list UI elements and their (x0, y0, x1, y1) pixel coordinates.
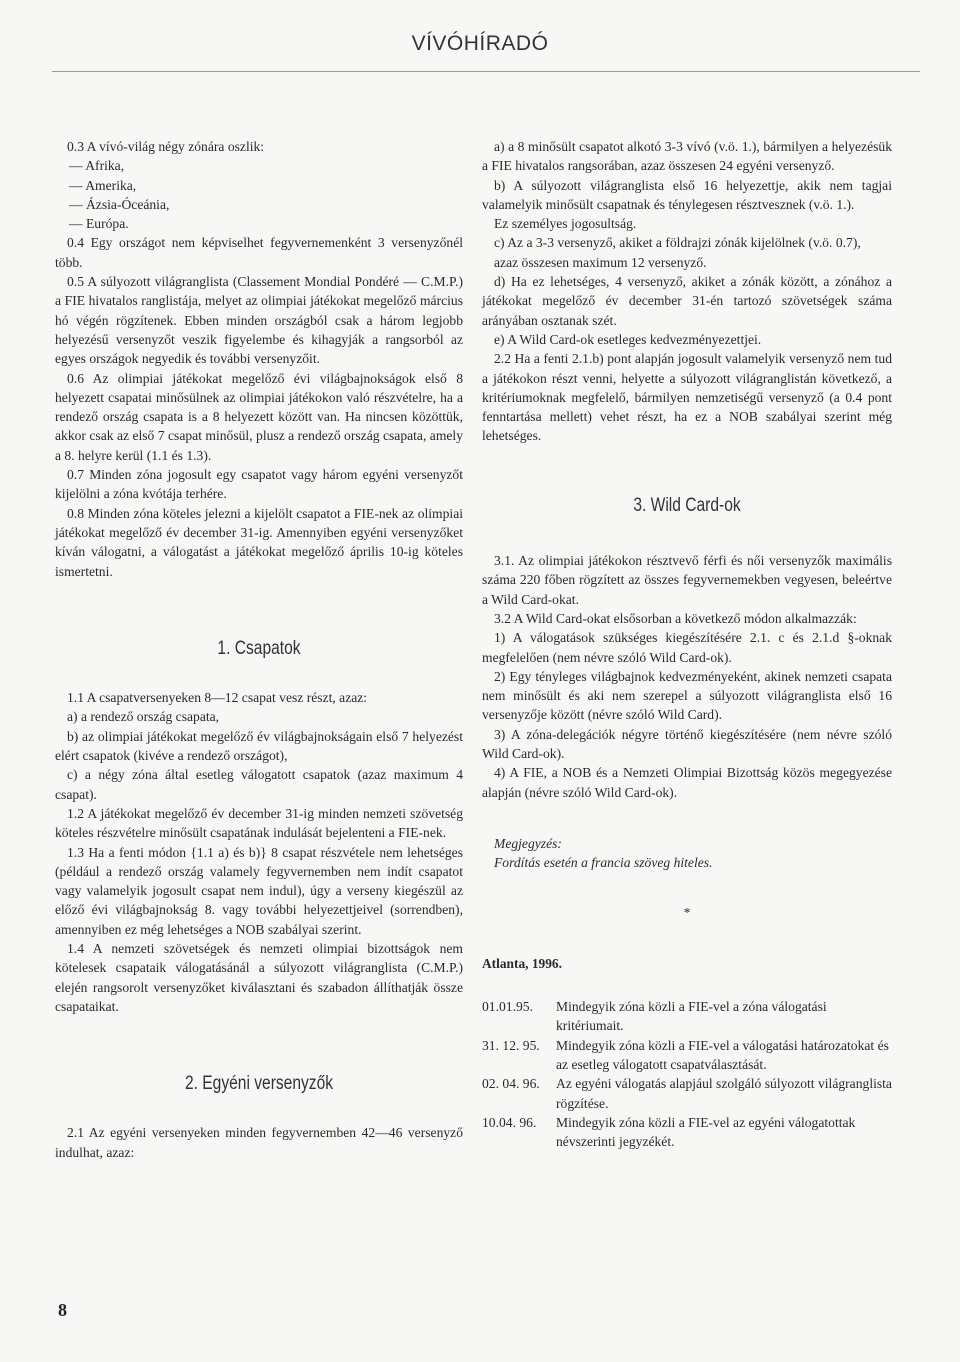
schedule-date: 31. 12. 95. (482, 1037, 540, 1053)
paragraph-1-1: 1.1 A csapatversenyeken 8—12 csapat vesz részt, azaz: (67, 690, 368, 706)
zone-list-item: — Európa. (69, 216, 129, 232)
wild-card-item-1: 1) A válogatások szükséges kiegészítésére 2.1. c és 2.1.d §-oknak megfelelően (nem névre szóló Wild Card-ok). (482, 630, 892, 665)
paragraph-1-2: 1.2 A játékokat megelőző év december 31-ig minden nemzeti szövetség köteles részvételre minősült csapatának indulását bejelenteni a FIE-nek. (55, 805, 463, 841)
paragraph-2-1-b-note: Ez személyes jogosultság. (494, 216, 637, 232)
paragraph-3-1: 3.1. Az olimpiai játékokon résztvevő férfi és női versenyzők maximális száma 220 főben rögzített az összes fegyvernemekben vegyesen, beleértve a Wild Card-okat. (482, 553, 892, 607)
schedule-row (482, 1036, 892, 1075)
schedule-date: 01.01.95. (482, 999, 533, 1015)
paragraph-2-1-a: a) a 8 minősült csapatot alkotó 3-3 vívó (v.ö. 1.), bármilyen a helyezésük a FIE hivatalos rangsorában, azaz összesen 24 egyéni versenyző. (482, 139, 892, 174)
paragraph-2-1-e: e) A Wild Card-ok esetleges kedvezményezettjei. (494, 331, 762, 347)
schedule-text: Mindegyik zóna közli a FIE-vel az egyéni válogatottak névszerinti jegyzékét. (556, 1114, 856, 1150)
paragraph-2-1-d: d) Ha ez lehetséges, 4 versenyző, akiket a zónák között, a zónához a játékokat megelőző év december 31-én tartozó szövetségek száma arányában osztanak szét. (482, 274, 892, 328)
schedule-row (482, 997, 892, 1036)
paragraph-2-1: 2.1 Az egyéni versenyeken minden fegyvernemben 42—46 versenyző indulhat, azaz: (55, 1125, 463, 1160)
schedule-date: 10.04. 96. (482, 1114, 537, 1130)
right-column (482, 137, 892, 1151)
note-text: Fordítás esetén a francia szöveg hiteles. (494, 855, 713, 871)
paragraph-0-3: 0.3 A vívó-világ négy zónára oszlik: (67, 139, 265, 154)
paragraph-2-2: 2.2 Ha a fenti 2.1.b) pont alapján jogosult valamelyik versenyző nem tud a játékokon részt venni, helyette a súlyozott világranglistán következő, a kritériumoknak megfelelő, bármilyen nemzetiségű versenyző (a 0.4 pont fenntartása mellett) vehet részt, ha ez a NOB szabályai szerint még lehetséges. (482, 351, 892, 444)
section-heading-individuals: 2. Egyéni versenyzők (184, 1073, 334, 1095)
paragraph-2-1-c-note: azaz összesen maximum 12 versenyző. (494, 254, 707, 270)
paragraph-1-1-c: c) a négy zóna által esetleg válogatott csapatok (azaz maximum 4 csapat). (55, 767, 463, 802)
paragraph-1-1-a: a) a rendező ország csapata, (67, 709, 220, 725)
schedule-date: 02. 04. 96. (482, 1076, 540, 1092)
note-title: Megjegyzés: (494, 835, 562, 851)
section-heading-teams: 1. Csapatok (217, 637, 301, 659)
paragraph-0-6: 0.6 Az olimpiai játékokat megelőző évi világbajnokságok első 8 helyezett csapatai minősülnek az olimpiai játékokon való részvételre, ha a rendező ország csapata is a 8 helyezett között van. Ha nincsen közöttük, akkor csak az első 7 csapat minősül, plusz a rendező ország csapata, amely a 8. helyre kerül (1.1 és 1.3). (55, 370, 463, 463)
wild-card-item-4: 4) A FIE, a NOB és a Nemzeti Olimpiai Bizottság közös megegyezése alapján (névre szóló Wild Card-ok). (482, 765, 892, 800)
left-column (55, 137, 463, 1162)
schedule-row (482, 1113, 892, 1152)
schedule-text: Mindegyik zóna közli a FIE-vel a válogatási határozatokat és az esetleg válogatott csapatválasztását. (556, 1037, 889, 1072)
schedule-text: Az egyéni válogatás alapjául szolgáló súlyozott világranglista rögzítése. (556, 1076, 892, 1111)
paragraph-1-3: 1.3 Ha a fenti módon {1.1 a) és b)} 8 csapat részvétele nem lehetséges (például a rendező ország valamely fegyvernemben nem indít csapatot vagy valamelyik jogosult csapat nem indul), úgy a verseny kiegészül az előző évi világbajnokság 8. vagy további helyezettjeivel (sorrendben), amennyiben ez még lehetséges a NOB szabályai szerint. (55, 844, 463, 937)
header-divider (52, 71, 920, 72)
atlanta-heading: Atlanta, 1996. (482, 955, 562, 971)
page-header-title: VÍVÓHÍRADÓ (411, 32, 549, 55)
paragraph-0-7: 0.7 Minden zóna jogosult egy csapatot vagy három egyéni versenyzőt kijelölni a zóna kvótája terhére. (55, 467, 463, 502)
page-number: 8 (58, 1300, 67, 1320)
paragraph-1-4: 1.4 A nemzeti szövetségek és nemzeti olimpiai bizottságok nem kötelesek csapataik válogatásánál a súlyozott világranglista (C.M.P.) elején rangsorolt versenyzőket kiválasztani és szabadon állíthatják össze csapataikat. (55, 940, 463, 1014)
zone-list-item: — Afrika, (69, 158, 125, 174)
wild-card-item-3: 3) A zóna-delegációk négyre történő kiegészítésére (nem névre szóló Wild Card-ok). (482, 726, 892, 762)
separator-asterisk: * (683, 904, 691, 920)
paragraph-2-1-c: c) Az a 3-3 versenyző, akiket a földrajzi zónák kijelölnek (v.ö. 0.7), (494, 235, 861, 251)
zone-list-item: — Amerika, (69, 177, 137, 193)
schedule-text: Mindegyik zóna közli a FIE-vel a zóna válogatási kritériumait. (556, 999, 827, 1034)
paragraph-3-2: 3.2 A Wild Card-okat elsősorban a következő módon alkalmazzák: (494, 610, 857, 626)
paragraph-0-8: 0.8 Minden zóna köteles jelezni a kijelölt csapatot a FIE-nek az olimpiai játékokat megelőző év december 31-ig. Amennyiben egyéni versenyzőket kíván válogatni, a válogatást a játékokat megelőző április 10-ig köteles ismertetni. (55, 505, 463, 579)
wild-card-item-2: 2) Egy tényleges világbajnok kedvezményeként, akinek nemzeti csapata nem minősült és aki nem szerepel a súlyozott világranglista első 16 versenyzője között (névre szóló Wild Card). (482, 668, 892, 723)
paragraph-0-4: 0.4 Egy országot nem képviselhet fegyvernemenként 3 versenyzőnél több. (55, 235, 463, 270)
paragraph-1-1-b: b) az olimpiai játékokat megelőző év világbajnokságain első 7 helyezést elért csapatok (kivéve a rendező országot), (55, 728, 463, 764)
paragraph-0-5: 0.5 A súlyozott világranglista (Classement Mondial Pondéré — C.M.P.) a FIE hivatalos ranglistája, melyet az olimpiai játékokat megelőző március hó végén rögzítenek. Ebben minden országból csak a három legjobb helyezésű versenyzőt veszik figyelembe és kihagyják a rangsorból az egyes országok negyedik és további versenyzőit. (55, 274, 463, 367)
zone-list-item: — Ázsia-Óceánia, (69, 196, 170, 212)
schedule-row (482, 1074, 892, 1113)
paragraph-2-1-b: b) A súlyozott világranglista első 16 helyezettje, akik nem tagjai valamelyik minősült csapatnak és ténylegesen résztvesznek (v.ö. 1.). (482, 177, 892, 212)
section-heading-wild-cards: 3. Wild Card-ok (633, 494, 741, 516)
